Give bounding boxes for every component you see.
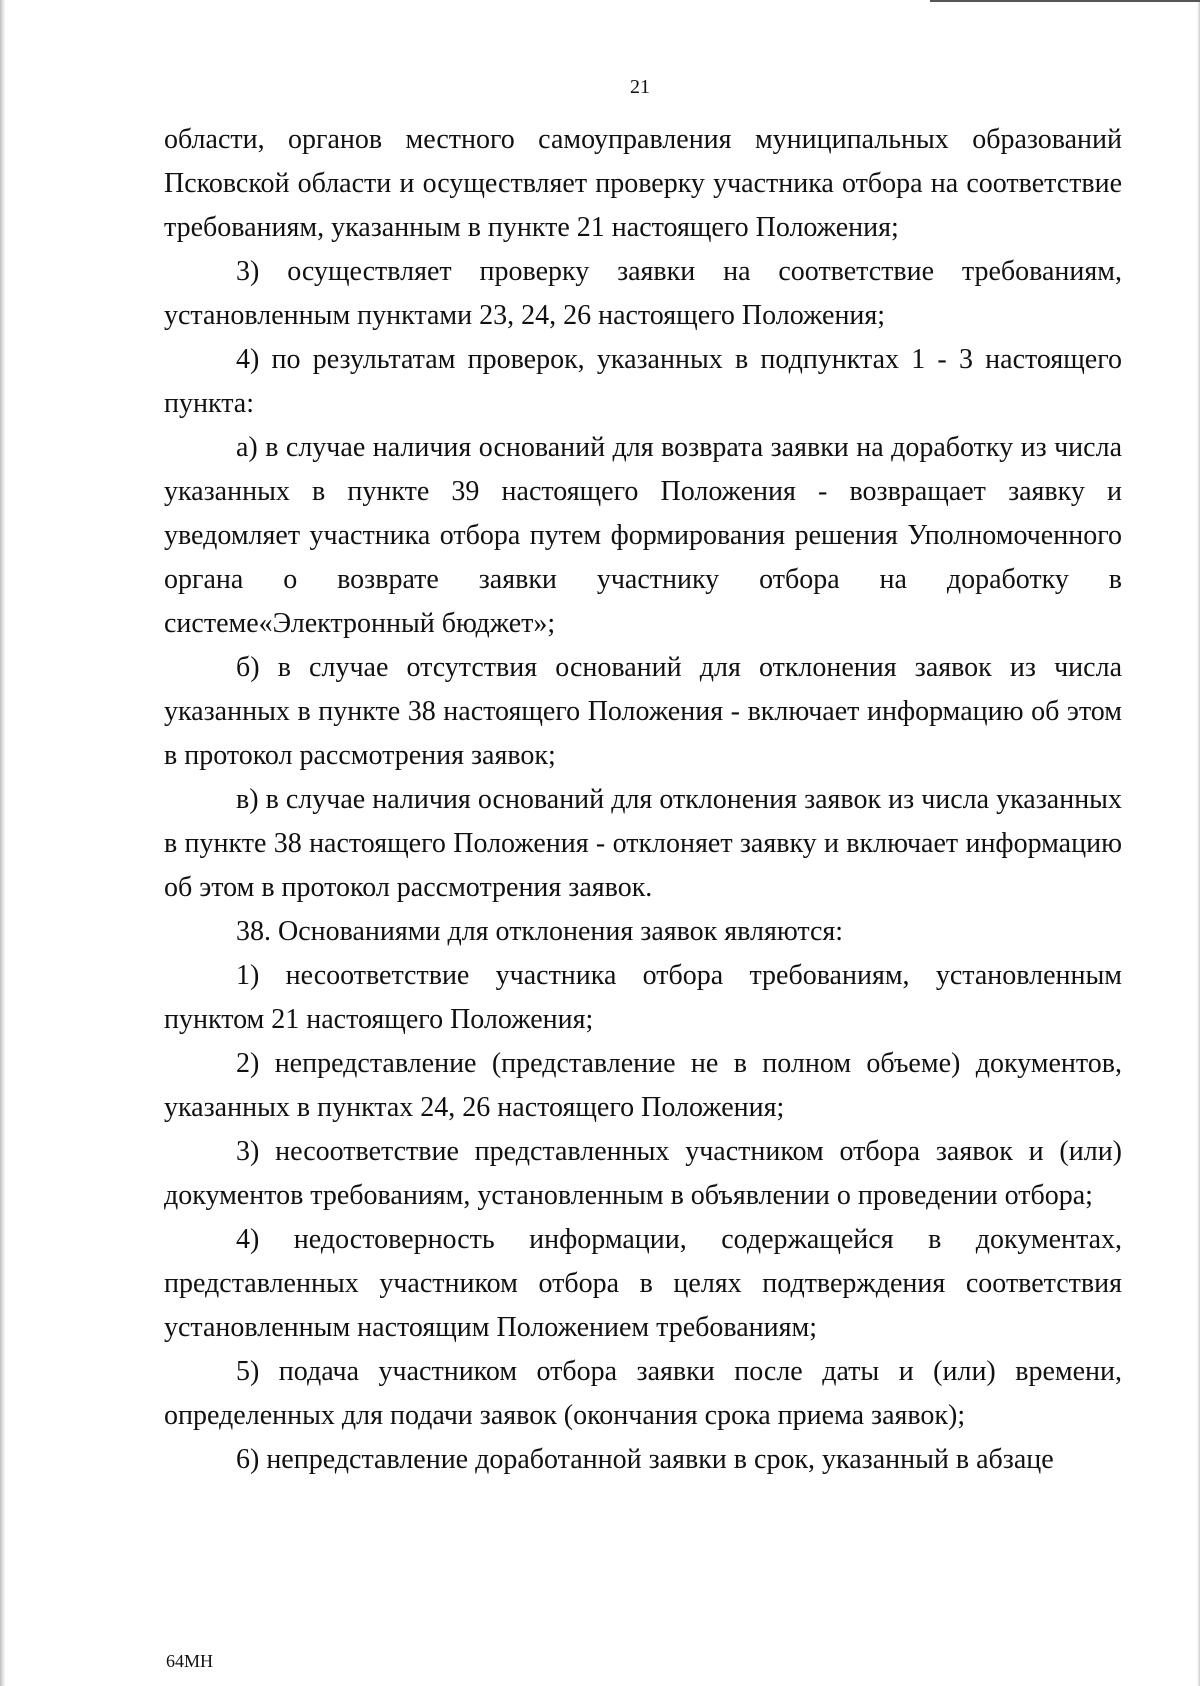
paragraph: области, органов местного самоуправления муниципальных образований Псковской области и осуществляет проверку участника отбора на соответствие требованиям, указанным в пункте 21 настоящего Положения; [164,124,1122,243]
document-body [164,118,1122,1482]
paragraph: б) в случае отсутствия оснований для отклонения заявок из числа указанных в пункте 38 настоящего Положения - включает информацию об этом в протокол рассмотрения заявок; [164,652,1122,771]
paragraph: 3) несоответствие представленных участником отбора заявок и (или) документов требованиям, установленным в объявлении о проведении отбора; [164,1136,1122,1211]
paragraph: а) в случае наличия оснований для возврата заявки на доработку из числа указанных в пункте 39 настоящего Положения - возвращает заявку и уведомляет участника отбора путем формирования решения Уполномоченного органа о возврате заявки участнику отбора на доработку в системе«Электронный бюджет»; [164,432,1122,639]
paragraph: 3) осуществляет проверку заявки на соответствие требованиям, установленным пунктами 23, 24, 26 настоящего Положения; [164,256,1122,331]
paragraph: 4) по результатам проверок, указанных в подпунктах 1 - 3 настоящего пункта: [164,344,1122,419]
paragraph: 5) подача участником отбора заявки после даты и (или) времени, определенных для подачи заявок (окончания срока приема заявок); [164,1356,1122,1431]
paragraph: 2) непредставление (представление не в полном объеме) документов, указанных в пунктах 24, 26 настоящего Положения; [164,1048,1122,1123]
paragraph: 4) недостоверность информации, содержащейся в документах, представленных участником отбора в целях подтверждения соответствия установленным настоящим Положением требованиям; [164,1224,1122,1343]
page-number: 21 [630,76,650,98]
paragraph: 38. Основаниями для отклонения заявок являются: [236,916,844,947]
paragraph: в) в случае наличия оснований для отклонения заявок из числа указанных в пункте 38 настоящего Положения - отклоняет заявку и включает информацию об этом в протокол рассмотрения заявок. [164,784,1122,903]
scan-top-line [930,0,1200,2]
footer-document-code: 64МН [166,1651,214,1671]
paragraph: 6) непредставление доработанной заявки в срок, указанный в абзаце [236,1444,1054,1475]
paragraph: 1) несоответствие участника отбора требованиям, установленным пунктом 21 настоящего Положения; [164,960,1122,1035]
scan-edge-left [0,0,6,1686]
